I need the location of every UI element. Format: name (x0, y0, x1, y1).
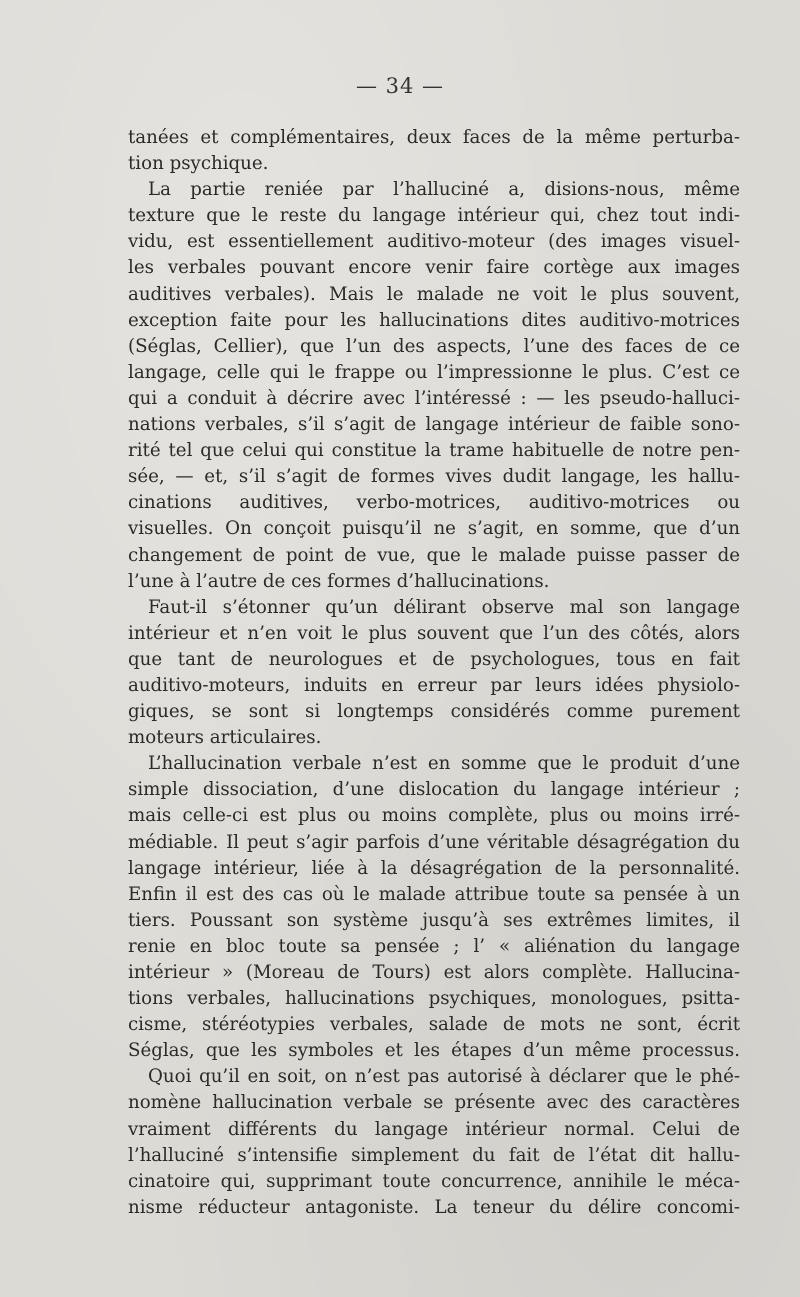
text-line: tanées et complémentaires, deux faces de la même perturba- (128, 127, 740, 148)
text-line: Faut-il s’étonner qu’un délirant observe mal son langage (148, 596, 740, 618)
text-line: tion psychique. (128, 153, 269, 175)
text-line: La partie reniée par l’halluciné a, disions-nous, même (148, 179, 740, 201)
text-line: cinations auditives, verbo-motrices, auditivo-motrices ou (128, 492, 740, 514)
text-line: giques, se sont si longtemps considérés comme purement (128, 701, 740, 723)
text-line: simple dissociation, d’une dislocation du langage intérieur ; (128, 779, 740, 801)
text-line: cisme, stéréotypies verbales, salade de mots ne sont, écrit (128, 1014, 740, 1036)
text-line: langage, celle qui le frappe ou l’impressionne le plus. C’est ce (128, 361, 740, 383)
text-line: intérieur et n’en voit le plus souvent que l’un des côtés, alors (128, 622, 740, 644)
text-line: vidu, est essentiellement auditivo-moteur (des images visuel- (128, 231, 740, 253)
text-line: que tant de neurologues et de psychologues, tous en fait (128, 648, 740, 670)
text-line: auditivo-moteurs, induits en erreur par leurs idées physiolo- (128, 674, 740, 696)
text-line: visuelles. On conçoit puisqu’il ne s’agit, en somme, que d’un (128, 518, 740, 540)
text-line: moteurs articulaires. (128, 727, 322, 749)
text-line: vraiment différents du langage intérieur normal. Celui de (128, 1118, 740, 1140)
text-line: tiers. Poussant son système jusqu’à ses extrêmes limites, il (128, 909, 740, 931)
text-line: Enfin il est des cas où le malade attribue toute sa pensée à un (128, 883, 740, 905)
text-line: changement de point de vue, que le malade puisse passer de (128, 544, 740, 566)
text-line: mais celle-ci est plus ou moins complète, plus ou moins irré- (128, 805, 740, 827)
text-line: Séglas, que les symboles et les étapes d’un même processus. (128, 1040, 740, 1062)
text-line: exception faite pour les hallucinations dites auditivo-motrices (128, 309, 740, 331)
text-line: nations verbales, s’il s’agit de langage intérieur de faible sono- (128, 414, 740, 436)
text-line: l’halluciné s’intensifie simplement du fait de l’état dit hallu- (128, 1144, 740, 1166)
text-line: texture que le reste du langage intérieur qui, chez tout indi- (128, 205, 740, 227)
text-line: sée, — et, s’il s’agit de formes vives dudit langage, les hallu- (128, 466, 740, 488)
text-line: les verbales pouvant encore venir faire cortège aux images (128, 257, 740, 279)
page-number: — 34 — (355, 74, 445, 98)
text-line: médiable. Il peut s’agir parfois d’une véritable désagrégation du (128, 831, 740, 853)
text-line: cinatoire qui, supprimant toute concurrence, annihile le méca- (128, 1170, 740, 1192)
text-line: (Séglas, Cellier), que l’un des aspects, l’une des faces de ce (128, 335, 740, 357)
text-line: langage intérieur, liée à la désagrégation de la personnalité. (128, 857, 740, 879)
text-line: rité tel que celui qui constitue la trame habituelle de notre pen- (128, 440, 740, 462)
text-line: Quoi qu’il en soit, on n’est pas autorisé à déclarer que le phé- (148, 1066, 740, 1088)
text-line: L’hallucination verbale n’est en somme que le produit d’une (148, 753, 740, 775)
text-line: nisme réducteur antagoniste. La teneur du délire concomi- (128, 1196, 740, 1218)
text-line: auditives verbales). Mais le malade ne voit le plus souvent, (128, 283, 740, 305)
text-line: intérieur » (Moreau de Tours) est alors complète. Hallucina- (128, 962, 740, 983)
text-line: l’une à l’autre de ces formes d’hallucinations. (128, 570, 550, 592)
text-line: tions verbales, hallucinations psychiques, monologues, psitta- (128, 988, 740, 1010)
body-text (128, 125, 740, 1221)
text-line: nomène hallucination verbale se présente avec des caractères (128, 1092, 740, 1114)
text-line: renie en bloc toute sa pensée ; l’ « aliénation du langage (128, 935, 740, 957)
text-line: qui a conduit à décrire avec l’intéressé : — les pseudo-halluci- (128, 387, 740, 409)
